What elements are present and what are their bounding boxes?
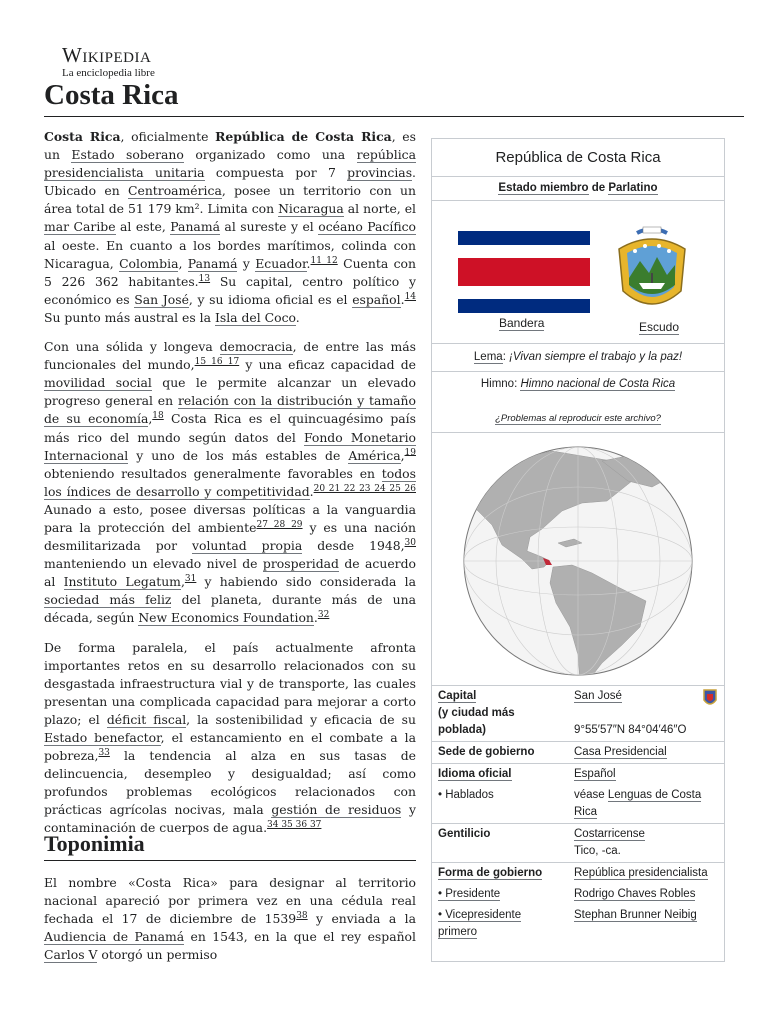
text-run: El nombre «Costa Rica» para designar al territorio nacional apareció por primera vez en una cédula real fechada el 17 de diciembre de 1539 <box>44 875 416 927</box>
inline-link[interactable]: Ecuador <box>255 255 307 271</box>
citation-ref[interactable]: 11 12 <box>310 255 338 266</box>
infobox-symbols <box>432 201 724 344</box>
lang-label[interactable]: Idioma oficial <box>438 768 512 780</box>
text-run: , posee un territorio con un área total de 51 179 km². Limita con <box>44 183 416 217</box>
inline-link[interactable]: español <box>352 291 401 307</box>
gov-label[interactable]: Forma de gobierno <box>438 867 543 879</box>
inline-link[interactable]: San José <box>134 291 189 307</box>
motto-sep: : <box>502 351 510 363</box>
vicepresident-row <box>432 905 724 943</box>
text-run: al oeste. En cuanto a los bordes marítimos, colinda con Nicaragua, <box>44 237 416 271</box>
paragraph-challenges <box>44 639 416 838</box>
spoken-label: • Hablados <box>438 789 494 801</box>
inline-link[interactable]: prosperidad <box>262 556 339 572</box>
motto-label[interactable]: Lema <box>473 351 503 363</box>
inline-link[interactable]: Audiencia de Panamá <box>44 929 185 945</box>
inline-link[interactable]: Colombia <box>119 255 179 271</box>
text-run: desde 1948, <box>302 538 405 554</box>
inline-link[interactable]: Fondo Monetario Internacional <box>44 429 416 463</box>
paragraph-intro <box>44 128 416 327</box>
text-run: Su punto más austral es la <box>44 309 215 325</box>
inline-link[interactable]: gestión de residuos <box>271 802 402 818</box>
text-run: . <box>313 610 318 626</box>
text-run: . <box>400 291 405 307</box>
motto-text: ¡Vivan siempre el trabajo y la paz! <box>509 351 683 363</box>
citation-ref[interactable]: 20 21 22 23 24 25 26 <box>313 483 416 494</box>
lang-value[interactable]: Español <box>574 768 616 780</box>
inline-link[interactable]: Panamá <box>170 219 220 235</box>
infobox-table <box>432 686 724 943</box>
government-row <box>432 863 724 885</box>
president-row <box>432 884 724 905</box>
san-jose-seal-icon[interactable] <box>702 688 718 708</box>
capital-row <box>432 686 724 742</box>
infobox <box>431 138 725 962</box>
motto-row <box>432 344 724 372</box>
text-run: . <box>295 309 300 325</box>
inline-link[interactable]: república presidencialista unitaria <box>44 147 416 181</box>
text-run: Cuenta con 5 226 362 habitantes. <box>44 255 416 289</box>
anthem-sep: : <box>514 378 521 390</box>
text-run: , <box>178 255 188 271</box>
capital-value[interactable]: San José <box>574 690 622 702</box>
text-run: y uno de los más estables de <box>128 447 349 463</box>
coa-caption[interactable]: Escudo <box>639 320 680 334</box>
infobox-title: República de Costa Rica <box>432 139 724 177</box>
inline-link[interactable]: provincias <box>347 165 413 181</box>
text-run: y es una nación desmilitarizada por <box>44 519 416 554</box>
demonym-row <box>432 824 724 863</box>
text-run: manteniendo un elevado nivel de <box>44 556 263 572</box>
text-run: . Ubicado en <box>44 165 416 199</box>
citation-ref[interactable]: 15 16 17 <box>194 357 240 367</box>
inline-link[interactable]: Instituto Legatum <box>63 574 181 590</box>
inline-link[interactable]: Panamá <box>187 255 238 271</box>
article-body-toponimia <box>44 874 416 975</box>
globe-map <box>432 441 724 681</box>
text-run: al este, <box>115 219 171 235</box>
text-run: y contaminación de cuerpos de agua. <box>44 802 416 836</box>
inline-link[interactable]: movilidad social <box>44 375 152 391</box>
text-run: Su capital, centro político y económico es <box>44 273 416 307</box>
citation-ref[interactable]: 14 <box>404 291 417 302</box>
wordmark: Wikipedia <box>62 43 152 67</box>
anthem-link[interactable]: Himno nacional de Costa Rica <box>520 378 676 390</box>
locator-map[interactable] <box>432 433 724 686</box>
costa-rica-flag[interactable] <box>458 231 590 313</box>
spoken-value[interactable]: Lenguas de Costa Rica <box>574 789 702 818</box>
text-run: y habiendo sido considerada la <box>196 574 416 590</box>
paragraph-toponimia <box>44 874 416 964</box>
pres-label[interactable]: • Presidente <box>438 888 501 900</box>
text-run: que le permite alcanzar un elevado progreso general en <box>44 375 416 409</box>
text-run: otorgó un permiso <box>97 947 218 963</box>
wikipedia-logo[interactable] <box>62 44 155 80</box>
citation-ref[interactable]: 19 <box>404 447 416 458</box>
text-run: obteniendo resultados generalmente favorables en <box>44 465 382 481</box>
spoken-prefix: véase <box>574 789 608 801</box>
tagline: La enciclopedia libre <box>62 67 155 79</box>
demonym-value2: Tico, -ca. <box>574 845 621 857</box>
language-row <box>432 764 724 786</box>
flag-caption[interactable]: Bandera <box>499 316 545 330</box>
inline-link[interactable]: voluntad propia <box>192 538 303 554</box>
text-run: , <box>148 411 153 427</box>
capital-label2: (y ciudad más poblada) <box>438 707 515 736</box>
text-run: al sureste y el <box>219 219 319 235</box>
text-run: , de entre las más funcionales del mundo, <box>44 339 416 373</box>
text-run: , <box>180 574 185 590</box>
text-run: de acuerdo al <box>44 556 416 590</box>
vp-label[interactable]: • Vicepresidente primero <box>438 909 522 938</box>
text-run: Aunado a esto, posee diversas políticas a la vanguardia para la protección del ambiente <box>44 501 416 535</box>
inline-link[interactable]: democracia <box>219 339 293 355</box>
inline-link[interactable]: América <box>348 447 401 463</box>
audio-help-link[interactable]: ¿Problemas al reproducir este archivo? <box>495 413 661 424</box>
pres-value[interactable]: Rodrigo Chaves Robles <box>574 888 696 900</box>
text-run: , <box>400 447 405 463</box>
text-run: , es un <box>44 129 416 163</box>
citation-ref[interactable]: 27 28 29 <box>256 519 303 530</box>
inline-link[interactable]: todos los índices de desarrollo y competitividad <box>44 465 416 499</box>
bold-term: República de Costa Rica <box>215 129 392 144</box>
bold-term: Costa Rica <box>44 129 121 144</box>
text-run: en 1543, en la que el rey español <box>184 929 416 945</box>
demonym-label: Gentilicio <box>438 828 491 840</box>
page-title: Costa Rica <box>44 79 179 111</box>
citation-ref[interactable]: 18 <box>152 411 164 422</box>
citation-ref[interactable]: 31 <box>184 574 197 585</box>
text-run: , oficialmente <box>120 129 216 144</box>
citation-ref[interactable]: 33 <box>98 747 110 758</box>
infobox-membership <box>432 177 724 201</box>
inline-link[interactable]: Estado soberano <box>71 147 184 163</box>
inline-link[interactable]: sociedad más feliz <box>44 592 172 608</box>
text-run: Costa Rica es el quincuagésimo país más rico del mundo según datos del <box>44 411 416 445</box>
inline-link[interactable]: relación con la distribución y tamaño de su economía <box>44 393 416 427</box>
text-run: y una eficaz capacidad de <box>239 357 417 373</box>
inline-link[interactable]: déficit fiscal <box>106 711 187 727</box>
spoken-row <box>432 785 724 824</box>
inline-link[interactable]: Isla del Coco <box>214 309 296 325</box>
text-run: la tendencia al alza en sus tasas de delincuencia, desempleo y desigualdad; así como profundos problemas ecológicos relacionados con prácticas agrícolas nocivas, mala <box>44 748 416 818</box>
inline-link[interactable]: mar Caribe <box>44 219 116 235</box>
citation-ref[interactable]: 32 <box>317 610 330 621</box>
text-run: organizado como una <box>183 147 357 163</box>
anthem-row <box>432 372 724 433</box>
demonym-value1[interactable]: Costarricense <box>574 828 645 840</box>
citation-ref[interactable]: 34 35 36 37 <box>267 820 322 831</box>
citation-ref[interactable]: 13 <box>198 273 211 284</box>
member-link[interactable]: Estado miembro <box>498 182 589 194</box>
text-run: compuesta por 7 <box>204 165 348 181</box>
inline-link[interactable]: Estado benefactor <box>44 730 161 745</box>
text-run: . <box>306 255 311 271</box>
coat-of-arms-icon[interactable] <box>615 223 689 315</box>
parlatino-link[interactable]: Parlatino <box>608 182 658 194</box>
vp-value[interactable]: Stephan Brunner Neibig <box>574 909 697 921</box>
inline-link[interactable]: New Economics Foundation <box>138 610 314 626</box>
text-run: . <box>309 483 314 499</box>
inline-link[interactable]: Nicaragua <box>278 201 344 217</box>
paragraph-economy <box>44 338 416 628</box>
inline-link[interactable]: océano Pacífico <box>318 219 416 235</box>
inline-link[interactable]: Centroamérica <box>128 183 222 199</box>
text-run: y enviada a la <box>307 911 416 927</box>
inline-link[interactable]: Carlos V <box>44 947 98 963</box>
citation-ref[interactable]: 38 <box>296 911 308 922</box>
capital-label[interactable]: Capital <box>438 690 477 702</box>
text-run: De forma paralela, el país actualmente afronta importantes retos en su desarrollo relacionados con su desgastada infraestructura vial y de transporte, las cuales presentan una complicada capacidad para mejorar a corto plazo; el <box>44 639 416 727</box>
seat-label: Sede de gobierno <box>438 746 535 758</box>
text-run: y <box>237 255 256 271</box>
citation-ref[interactable]: 30 <box>404 537 416 548</box>
coords-value[interactable]: 9°55′57″N 84°04′46″O <box>574 724 687 736</box>
article-body <box>44 128 416 849</box>
section-rule <box>44 860 416 861</box>
text-run: , y su idioma oficial es el <box>188 291 353 307</box>
text-run: al norte, el <box>343 201 416 217</box>
gov-value[interactable]: República presidencialista <box>574 867 708 879</box>
text-run: Con una sólida y longeva <box>44 339 220 355</box>
anthem-label: Himno <box>480 378 515 390</box>
member-mid: de <box>588 182 609 194</box>
text-run: del planeta, durante más de una década, según <box>44 592 416 626</box>
title-rule <box>44 116 744 117</box>
seat-value[interactable]: Casa Presidencial <box>574 746 667 758</box>
section-heading-toponimia: Toponimia <box>44 831 145 856</box>
text-run: , el estancamiento en el combate a la pobreza, <box>44 730 416 764</box>
seat-row <box>432 742 724 764</box>
text-run: , la sostenibilidad y eficacia de su <box>186 711 416 727</box>
